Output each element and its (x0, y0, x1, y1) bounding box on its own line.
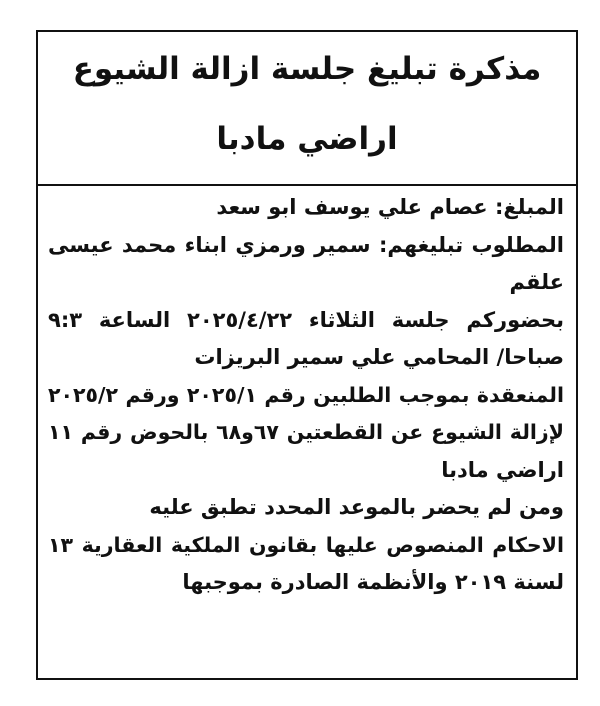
notifier-line: المبلغ: عصام علي يوسف ابو سعد (216, 195, 564, 219)
notice-title: مذكرة تبليغ جلسة ازالة الشيوع (72, 51, 542, 87)
title-divider (38, 184, 576, 186)
notified-parties-line: المطلوب تبليغهم: سمير ورمزي ابناء محمد عيسى (48, 232, 564, 257)
land-location-line: اراضي مادبا (441, 457, 564, 482)
notice-subtitle: اراضي مادبا (216, 121, 398, 157)
request-numbers-line: المنعقدة بموجب الطلبين رقم ٢٠٢٥/١ ورقم ٢٠٢٥/٢ (48, 382, 564, 407)
law-year-line: لسنة ٢٠١٩ والأنظمة الصادرة بموجبها (182, 570, 564, 594)
parcels-line: لإزالة الشيوع عن القطعتين ٦٧و٦٨ بالحوض رقم ١١ (48, 420, 564, 444)
session-time-lawyer-line: صباحا/ المحامي علي سمير البريزات (194, 345, 564, 369)
law-reference-line: الاحكام المنصوص عليها بقانون الملكية العقارية ١٣ (48, 532, 564, 557)
absence-warning-line: ومن لم يحضر بالموعد المحدد تطبق عليه (149, 495, 564, 519)
session-date-line: بحضوركم جلسة الثلاثاء ٢٠٢٥/٤/٢٢ الساعة ٩:٣ (48, 307, 564, 332)
notified-parties-continued-line: علقم (509, 270, 564, 294)
notice-body (48, 189, 564, 602)
legal-notice-box (36, 30, 578, 680)
